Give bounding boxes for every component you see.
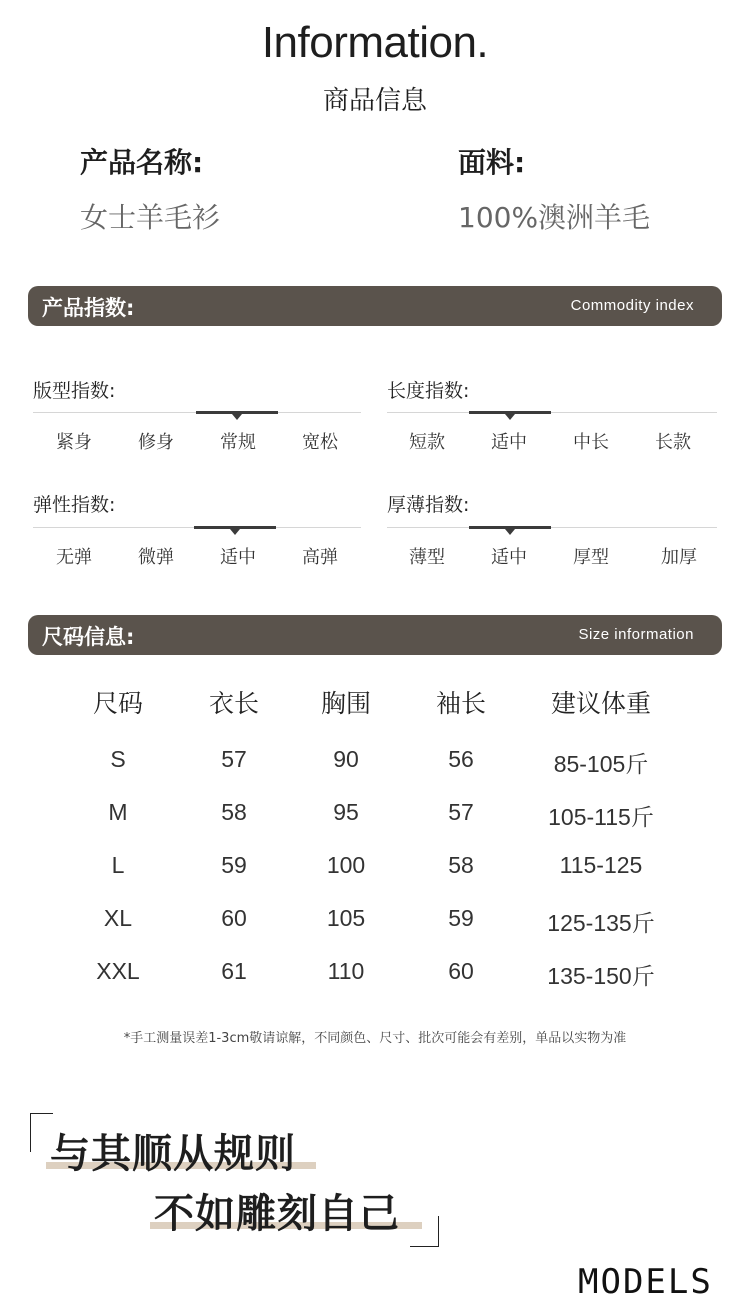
size-table-header-cell: 袖长 [435,689,486,718]
commodity-index-title-en: Commodity index [570,297,694,314]
length-index-track [387,412,717,413]
table-cell: 59 [448,905,474,931]
size-table-header-cell: 衣长 [208,689,259,718]
length-option: 短款 [409,432,445,453]
elasticity-index-pointer-icon [230,529,240,535]
thickness-option: 适中 [491,547,527,568]
material-value: 100%澳洲羊毛 [458,201,651,234]
table-cell: 115-125 [559,852,643,878]
fit-option: 常规 [220,432,256,453]
size-info-title-en: Size information [578,626,694,643]
length-index-pointer-icon [505,414,515,420]
table-cell: 61 [221,958,247,984]
product-name-value: 女士羊毛衫 [80,201,221,234]
table-cell: 105-115斤 [548,804,654,830]
fit-index-pointer-icon [232,414,242,420]
thickness-index-title: 厚薄指数: [387,494,470,516]
size-info-bar [28,615,722,655]
length-option: 中长 [573,432,609,453]
thickness-option: 薄型 [409,547,445,568]
product-name-label: 产品名称: [80,146,204,179]
fit-option: 紧身 [56,432,92,453]
length-index-title: 长度指数: [387,380,470,402]
table-cell: 85-105斤 [553,751,649,777]
size-table-header-cell: 建议体重 [550,689,651,718]
thickness-option: 厚型 [573,547,609,568]
table-cell: 57 [448,799,474,825]
table-cell: L [111,852,125,878]
fit-option: 宽松 [302,432,338,453]
table-cell: 110 [327,958,365,984]
size-table-header-cell: 胸围 [320,689,371,718]
table-cell: 105 [326,905,366,931]
table-cell: 59 [221,852,247,878]
table-cell: 125-135斤 [547,910,655,936]
models-logo: MODELS [578,1262,713,1302]
table-cell: 95 [333,799,359,825]
table-cell: 57 [221,746,247,772]
length-option: 长款 [655,432,691,453]
measurement-note: *手工测量误差1-3cm敬请谅解，不同颜色、尺寸、批次可能会有差别，单品以实物为准 [123,1031,627,1046]
commodity-index-bar [28,286,722,326]
table-cell: 58 [221,799,247,825]
elasticity-option: 微弹 [138,547,174,568]
elasticity-option: 适中 [220,547,256,568]
table-cell: 100 [326,852,366,878]
quote-close-bracket-icon [410,1216,439,1247]
table-cell: XXL [96,958,140,984]
size-table-header-cell: 尺码 [92,689,143,718]
table-cell: 135-150斤 [547,963,655,989]
table-cell: S [110,746,126,772]
elasticity-index-title: 弹性指数: [33,494,116,516]
material-label: 面料: [458,146,526,179]
thickness-index-track [387,527,717,528]
slogan-line2: 不如雕刻自己 [154,1191,400,1237]
slogan-line1: 与其顺从规则 [50,1131,296,1177]
thickness-index-pointer-icon [505,529,515,535]
table-cell: 60 [448,958,474,984]
page-subtitle: 商品信息 [322,86,427,116]
fit-option: 修身 [138,432,174,453]
page-title: Information. [261,18,489,67]
table-cell: 58 [448,852,474,878]
elasticity-option: 高弹 [302,547,338,568]
thickness-option: 加厚 [661,547,697,568]
table-cell: 56 [448,746,474,772]
table-cell: M [108,799,128,825]
fit-index-title: 版型指数: [33,380,116,402]
elasticity-option: 无弹 [56,547,92,568]
length-option: 适中 [491,432,527,453]
table-cell: 90 [333,746,359,772]
size-info-title: 尺码信息: [42,625,135,649]
table-cell: XL [103,905,133,931]
table-cell: 60 [221,905,247,931]
commodity-index-title: 产品指数: [42,296,135,320]
